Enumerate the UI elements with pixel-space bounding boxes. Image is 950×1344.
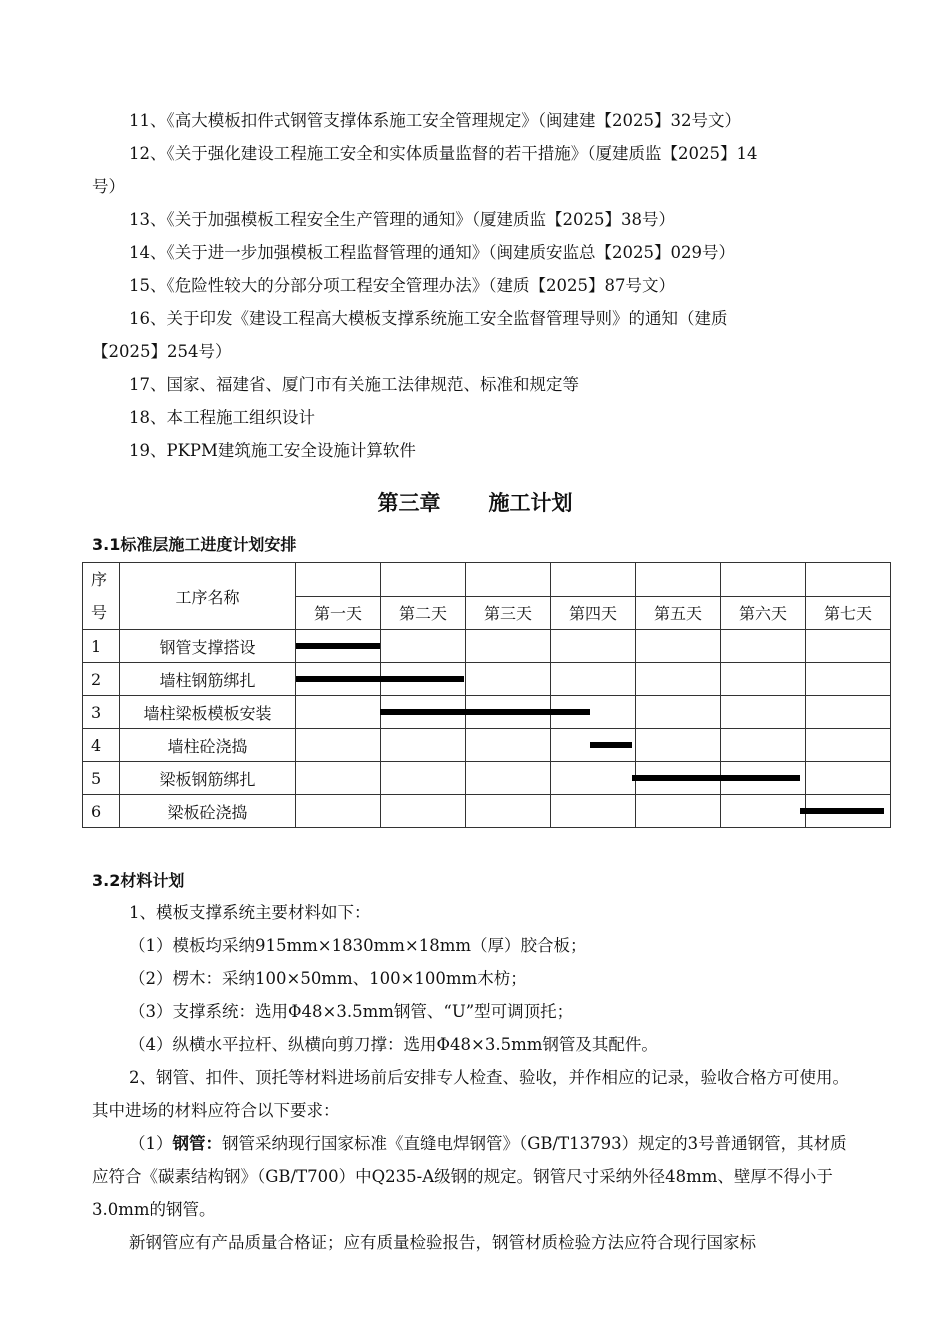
table-row [83,795,891,828]
ref-17: 17、国家、福建省、厦门市有关施工法律规范、标准和规定等 [129,375,579,394]
material-item-1c: （3）支撑系统：选用Φ48×3.5mm钢管、“U”型可调顶托； [129,1002,574,1021]
steel-pipe-label: 钢管： [172,1134,222,1153]
section-3-1-title: 3.1标准层施工进度计划安排 [92,535,297,554]
ref-12: 12、《关于强化建设工程施工安全和实体质量监督的若干措施》（厦建质监【2025】14 [129,144,758,163]
ref-12-cont: 号） [92,177,125,196]
material-item-1: 1、模板支撑系统主要材料如下： [129,903,371,922]
ref-19: 19、PKPM建筑施工安全设施计算软件 [129,441,416,460]
process-name: 墙柱梁板模板安装 [120,696,296,729]
day-header: 第六天 [721,596,806,630]
day-header: 第四天 [551,596,636,630]
row-number: 1 [83,630,120,663]
day-header: 第五天 [636,596,721,630]
table-row [83,663,891,696]
table-row [83,630,891,663]
row-number: 2 [83,663,120,696]
process-name: 墙柱钢筋绑扎 [120,663,296,696]
table-row [83,729,891,762]
day-header: 第一天 [296,596,381,630]
chapter-name: 施工计划 [488,491,573,515]
day-header: 第七天 [806,596,891,630]
chapter-title [0,487,950,517]
row-number: 6 [83,795,120,828]
schedule-table [82,562,891,828]
row-number: 4 [83,729,120,762]
process-name: 梁板砼浇捣 [120,795,296,828]
ref-11: 11、《高大模板扣件式钢管支撑体系施工安全管理规定》（闽建建【2025】32号文） [129,111,741,130]
day-header: 第二天 [381,596,466,630]
ref-13: 13、《关于加强模板工程安全生产管理的通知》（厦建质监【2025】38号） [129,210,675,229]
material-paragraph-steel-pipe: （1）钢管：钢管采纳现行国家标准《直缝电焊钢管》（GB/T13793）规定的3号普通钢管，其材质应符合《碳素结构钢》（GB/T700）中Q235-A级钢的规定。钢管尺寸采纳外径48mm、壁厚不得小于3.0mm的钢管。 [92,1134,847,1219]
ref-15: 15、《危险性较大的分部分项工程安全管理办法》（建质【2025】87号文） [129,276,675,295]
ref-18: 18、本工程施工组织设计 [129,408,315,427]
ref-16-cont: 【2025】254号） [92,342,232,361]
row-number: 5 [83,762,120,795]
gantt-bar [296,643,380,649]
process-name: 墙柱砼浇捣 [120,729,296,762]
material-paragraph-new-pipe: 新钢管应有产品质量合格证；应有质量检验报告，钢管材质检验方法应符合现行国家标 [129,1233,756,1252]
material-item-1d: （4）纵横水平拉杆、纵横向剪刀撑：选用Φ48×3.5mm钢管及其配件。 [129,1035,658,1054]
section-3-2-title: 3.2材料计划 [92,871,185,890]
material-item-1b: （2）楞木：采纳100×50mm、100×100mm木枋； [129,969,527,988]
day-header: 第三天 [466,596,551,630]
material-item-1a: （1）模板均采纳915mm×1830mm×18mm（厚）胶合板； [129,936,587,955]
ref-16: 16、关于印发《建设工程高大模板支撑系统施工安全监督管理导则》的通知（建质 [129,309,728,328]
table-row [83,762,891,795]
process-name: 梁板钢筋绑扎 [120,762,296,795]
table-row [83,696,891,729]
header-number: 序 号 [83,563,120,630]
material-paragraph-2: 2、钢管、扣件、顶托等材料进场前后安排专人检查、验收，并作相应的记录，验收合格方可使用。其中进场的材料应符合以下要求： [92,1068,849,1120]
process-name: 钢管支撑搭设 [120,630,296,663]
row-number: 3 [83,696,120,729]
header-process-name: 工序名称 [120,563,296,630]
chapter-number: 第三章 [377,491,441,515]
ref-14: 14、《关于进一步加强模板工程监督管理的通知》（闽建质安监总【2025】029号） [129,243,735,262]
